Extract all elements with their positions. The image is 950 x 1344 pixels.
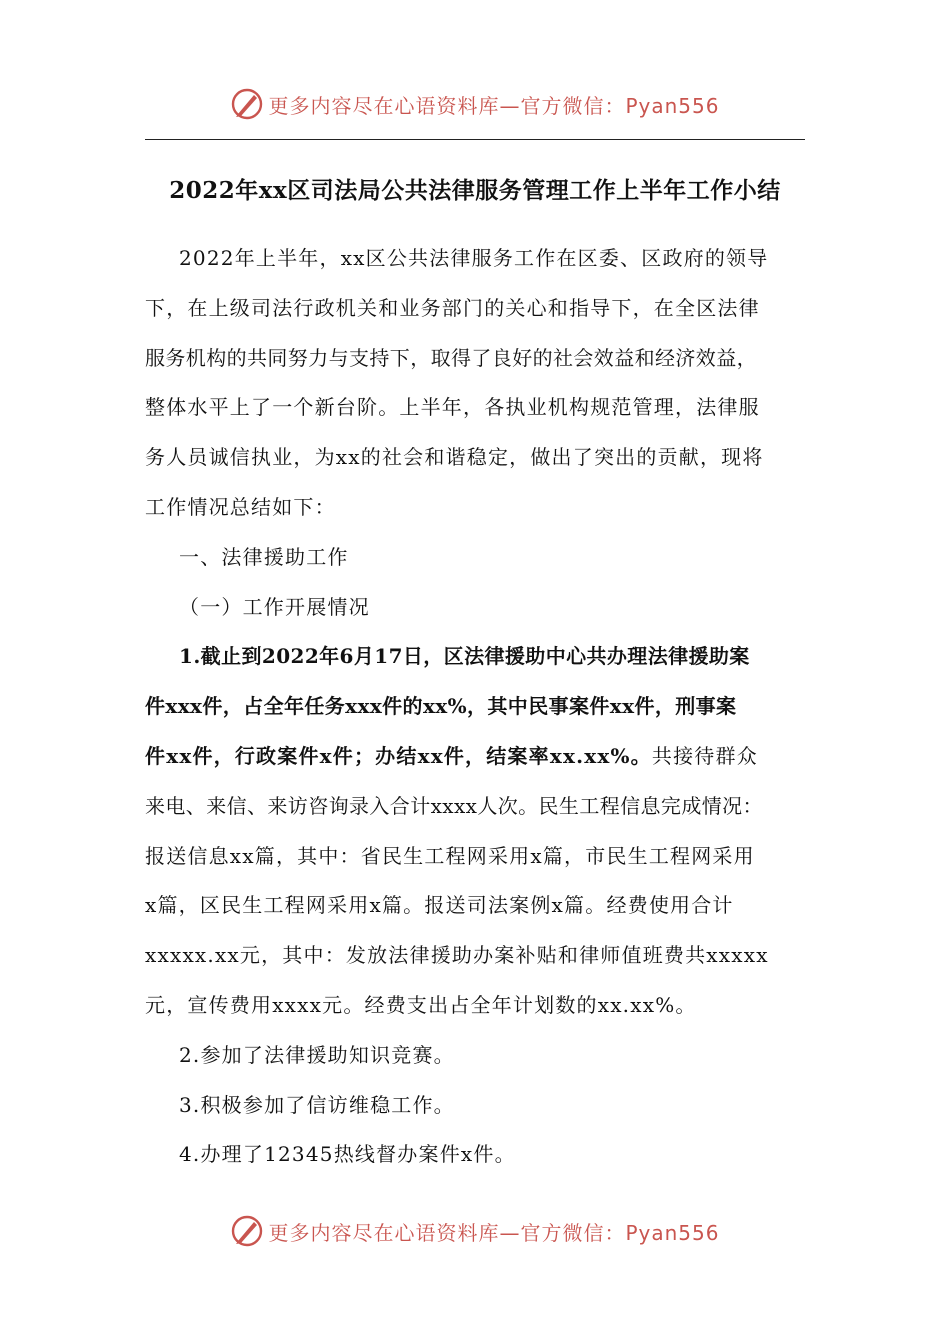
item1-line: [145, 682, 807, 732]
header-banner: [0, 84, 950, 124]
item1-line: 报送信息xx篇，其中：省民生工程网采用x篇，市民生工程网采用: [145, 843, 755, 868]
item4-line: 4.办理了12345热线督办案件x件。: [179, 1142, 516, 1167]
item1-line: x篇，区民生工程网采用x篇。报送司法案例x篇。经费使用合计: [145, 893, 734, 918]
paragraph-line: 工作情况总结如下：: [145, 494, 336, 519]
item1-bold-text: 件xx件，行政案件x件；办结xx件，结案率xx.xx%。: [145, 743, 652, 768]
pen-logo-icon: [230, 1214, 264, 1248]
item1-line: [145, 632, 807, 682]
item1-line: xxxxx.xx元，其中：发放法律援助办案补贴和律师值班费共xxxxx: [145, 943, 769, 968]
paragraph-line: 服务机构的共同努力与支持下，取得了良好的社会效益和经济效益，: [145, 345, 757, 370]
document-body: [145, 234, 807, 1180]
paragraph-line: 下，在上级司法行政机关和业务部门的关心和指导下，在全区法律: [145, 295, 760, 320]
subsection-heading: （一）工作开展情况: [179, 594, 370, 619]
header-banner-text: 更多内容尽在心语资料库—官方微信：Pyan556: [268, 93, 720, 118]
item1-line: 元，宣传费用xxxx元。经费支出占全年计划数的xx.xx%。: [145, 992, 697, 1017]
pen-logo-icon: [230, 87, 264, 121]
item1-line: [145, 732, 807, 782]
item1-normal-text: 共接待群众: [651, 743, 758, 768]
header-divider: [145, 139, 805, 140]
section-heading: 一、法律援助工作: [179, 544, 349, 569]
paragraph-line: 整体水平上了一个新台阶。上半年，各执业机构规范管理，法律服: [145, 395, 760, 420]
item1-line: 来电、来信、来访咨询录入合计xxxx人次。民生工程信息完成情况：: [145, 793, 763, 818]
item2-line: 2.参加了法律援助知识竞赛。: [179, 1042, 455, 1067]
footer-banner-text: 更多内容尽在心语资料库—官方微信：Pyan556: [268, 1220, 720, 1245]
item3-line: 3.积极参加了信访维稳工作。: [179, 1092, 455, 1117]
document-title: 2022年xx区司法局公共法律服务管理工作上半年工作小结: [169, 177, 781, 204]
item1-bold-text: 件xxx件，占全年任务xxx件的xx%，其中民事案件xx件，刑事案: [145, 694, 737, 719]
footer-banner: [0, 1211, 950, 1251]
paragraph-line: 务人员诚信执业，为xx的社会和谐稳定，做出了突出的贡献，现将: [145, 445, 764, 470]
paragraph-line: 2022年上半年，xx区公共法律服务工作在区委、区政府的领导: [179, 246, 769, 270]
item1-bold-text: 1.截止到2022年6月17日，区法律援助中心共办理法律援助案: [179, 644, 750, 669]
